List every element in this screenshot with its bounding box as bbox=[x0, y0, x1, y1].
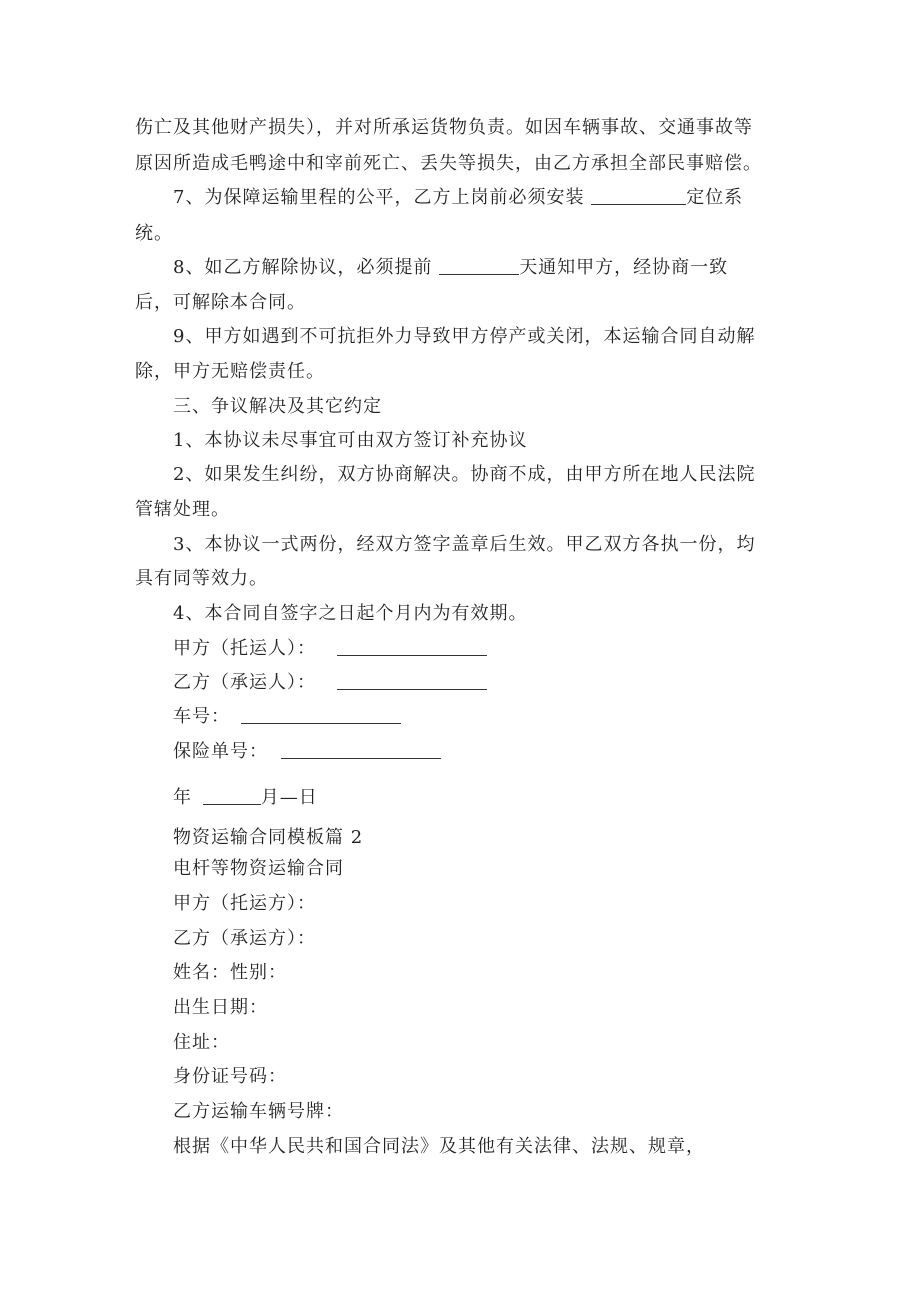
field-label: 乙方（承运方）： bbox=[173, 928, 316, 949]
vehicle-number-label: 车号： bbox=[173, 706, 230, 727]
date-year-label: 年 bbox=[173, 787, 192, 808]
field-label: 身份证号码： bbox=[173, 1066, 287, 1087]
blank-line bbox=[337, 671, 487, 690]
blank-line bbox=[591, 186, 686, 205]
field-label: 甲方（托运方）： bbox=[173, 893, 316, 914]
party-b-label: 乙方（承运人）： bbox=[173, 672, 316, 693]
clause-8-line bbox=[173, 256, 728, 280]
clause-7-text: 7、为保障运输里程的公平，乙方上岗前必须安装 bbox=[173, 187, 585, 208]
blank-line bbox=[281, 740, 441, 759]
blank-line bbox=[337, 637, 487, 656]
section-title: 物资运输合同模板篇 2 bbox=[173, 827, 364, 848]
paragraph-line: 具有同等效力。 bbox=[135, 568, 268, 589]
clause-8-text-end: 天通知甲方，经协商一致 bbox=[519, 257, 729, 278]
party-a-label: 甲方（托运人）： bbox=[173, 638, 316, 659]
clause-9-line: 9、甲方如遇到不可抗拒外力导致甲方停产或关闭，本运输合同自动解 bbox=[173, 326, 756, 347]
paragraph-line: 统。 bbox=[135, 223, 173, 244]
paragraph-line: 伤亡及其他财产损失），并对所承运货物负责。如因车辆事故、交通事故等 bbox=[135, 117, 753, 138]
clause-7-line bbox=[173, 186, 743, 210]
blank-line bbox=[203, 786, 261, 805]
paragraph-line: 根据《中华人民共和国合同法》及其他有关法律、法规、规章， bbox=[173, 1136, 705, 1157]
contract-title: 电杆等物资运输合同 bbox=[173, 858, 344, 879]
field-label: 住址： bbox=[173, 1032, 230, 1053]
clause-line: 3、本协议一式两份，经双方签字盖章后生效。甲乙双方各执一份，均 bbox=[173, 534, 756, 555]
paragraph-line: 原因所造成毛鸭途中和宰前死亡、丢失等损失，由乙方承担全部民事赔偿。 bbox=[135, 153, 762, 174]
clause-8-text: 8、如乙方解除协议，必须提前 bbox=[173, 257, 433, 278]
insurance-number-label: 保险单号： bbox=[173, 741, 268, 762]
vehicle-number-line bbox=[173, 705, 401, 729]
date-month-day-label: 月—日 bbox=[260, 787, 318, 808]
clause-line: 4、本合同自签字之日起个月内为有效期。 bbox=[173, 603, 528, 624]
blank-line bbox=[241, 705, 401, 724]
clause-line: 2、如果发生纠纷，双方协商解决。协商不成，由甲方所在地人民法院 bbox=[173, 464, 756, 485]
party-b-signature-line bbox=[173, 671, 487, 695]
field-label: 乙方运输车辆号牌： bbox=[173, 1101, 344, 1122]
paragraph-line: 后，可解除本合同。 bbox=[135, 292, 306, 313]
paragraph-line: 管辖处理。 bbox=[135, 499, 230, 520]
section-heading: 三、争议解决及其它约定 bbox=[173, 396, 382, 417]
clause-7-text-end: 定位系 bbox=[686, 187, 744, 208]
paragraph-line: 除，甲方无赔偿责任。 bbox=[135, 361, 325, 382]
party-a-signature-line bbox=[173, 637, 487, 661]
date-line bbox=[173, 786, 318, 810]
blank-line bbox=[439, 256, 519, 275]
insurance-number-line bbox=[173, 740, 441, 764]
field-label: 出生日期： bbox=[173, 997, 268, 1018]
field-label: 姓名：性别： bbox=[173, 962, 287, 983]
clause-line: 1、本协议未尽事宜可由双方签订补充协议 bbox=[173, 430, 528, 451]
